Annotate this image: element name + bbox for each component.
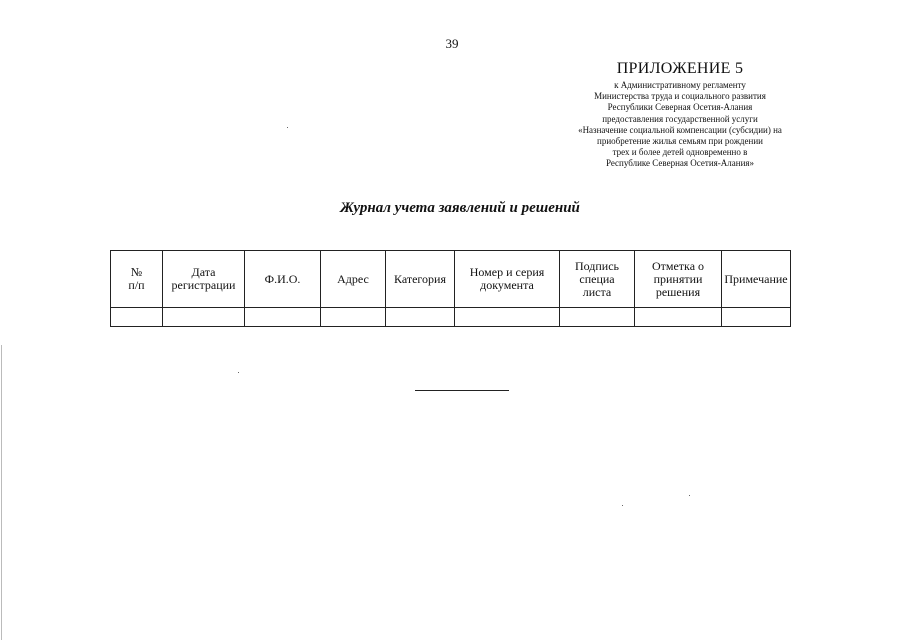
scan-speck bbox=[287, 127, 288, 128]
column-header-address: Адрес bbox=[321, 251, 386, 308]
scan-speck bbox=[689, 495, 690, 496]
column-header-category: Категория bbox=[386, 251, 455, 308]
table-row bbox=[111, 308, 791, 327]
column-header-specialist-signature: Подпись специа листа bbox=[560, 251, 635, 308]
appendix-line: Республики Северная Осетия-Алания bbox=[607, 102, 753, 113]
scan-speck bbox=[238, 372, 239, 373]
appendix-title: ПРИЛОЖЕНИЕ 5 bbox=[616, 60, 744, 77]
appendix-line: Республике Северная Осетия-Алания» bbox=[605, 158, 755, 169]
table-cell bbox=[163, 308, 245, 327]
column-header-notes: Примечание bbox=[722, 251, 791, 308]
table-cell bbox=[111, 308, 163, 327]
scan-edge bbox=[1, 345, 2, 640]
appendix-line: предоставления государственной услуги bbox=[602, 113, 758, 124]
table-cell bbox=[386, 308, 455, 327]
table-cell bbox=[635, 308, 722, 327]
table-cell bbox=[560, 308, 635, 327]
closing-rule bbox=[415, 390, 509, 391]
table-header-row bbox=[111, 251, 791, 308]
appendix-block bbox=[560, 60, 800, 170]
table-cell bbox=[455, 308, 560, 327]
appendix-line: к Административному регламенту bbox=[614, 80, 746, 90]
appendix-line: трех и более детей одновременно в bbox=[612, 147, 748, 158]
table-cell bbox=[722, 308, 791, 327]
scan-speck bbox=[622, 505, 623, 506]
table-cell bbox=[321, 308, 386, 327]
column-header-full-name: Ф.И.О. bbox=[245, 251, 321, 308]
page-number: 39 bbox=[445, 36, 459, 51]
column-header-decision-mark: Отметка о принятии решения bbox=[635, 251, 722, 308]
appendix-line: Министерства труда и социального развития bbox=[594, 91, 766, 102]
appendix-line: «Назначение социальной компенсации (субсидии) на bbox=[578, 124, 782, 135]
journal-title: Журнал учета заявлений и решений bbox=[340, 200, 580, 216]
column-header-document-number: Номер и серия документа bbox=[455, 251, 560, 308]
table-cell bbox=[245, 308, 321, 327]
journal-table bbox=[110, 250, 791, 327]
appendix-line: приобретение жилья семьям при рождении bbox=[597, 136, 763, 147]
column-header-number: № п/п bbox=[111, 251, 163, 308]
column-header-registration-date: Дата регистрации bbox=[163, 251, 245, 308]
